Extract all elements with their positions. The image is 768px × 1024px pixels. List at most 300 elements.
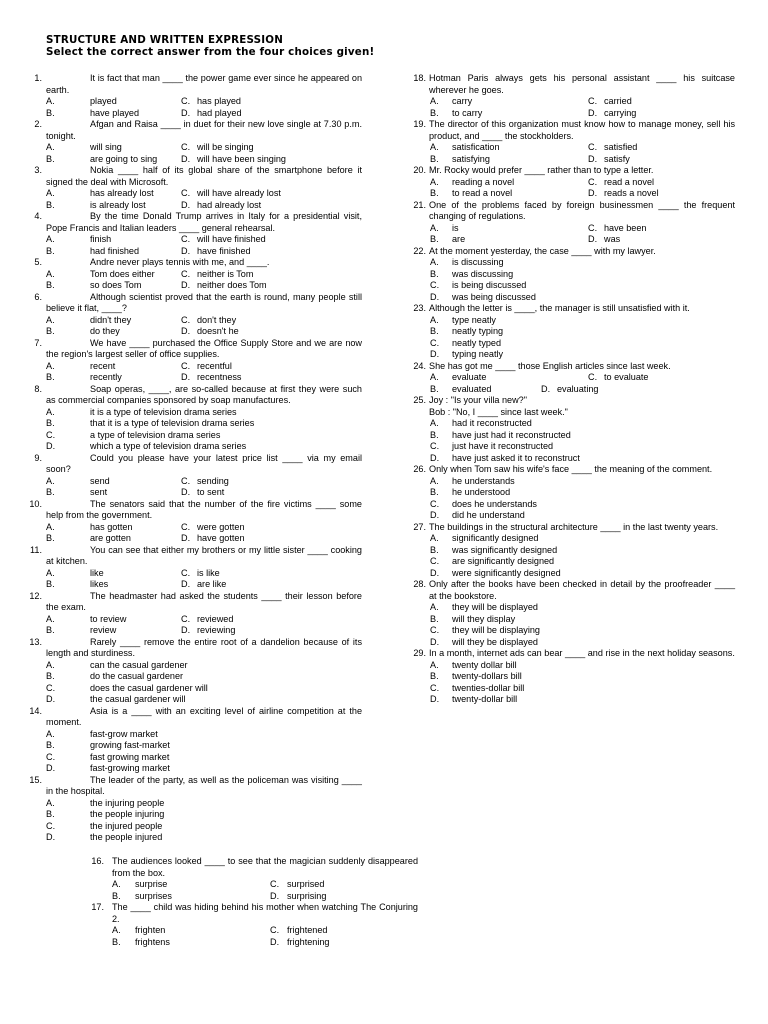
question-number: 13. [29, 636, 42, 647]
option-letter: A. [430, 222, 439, 233]
option-text: evaluating [557, 383, 599, 394]
option-letter: B. [430, 487, 439, 497]
option-letter: A. [46, 728, 55, 739]
option-row [402, 269, 735, 281]
option-letter: A. [430, 176, 439, 187]
option-text: a type of television drama series [90, 429, 221, 440]
option-text: are like [197, 579, 227, 589]
option-letter: A. [430, 142, 439, 152]
option-letter: C. [588, 96, 598, 106]
option-row [18, 522, 362, 534]
option-text: don't they [197, 314, 237, 325]
option-text: carrying [604, 107, 637, 118]
option-text: neatly typed [452, 337, 502, 348]
option-text: to carry [452, 107, 483, 118]
option-row [18, 246, 362, 258]
option-row [402, 694, 735, 706]
option-text: surprise [135, 879, 168, 889]
question-number: 3. [34, 165, 42, 175]
option-letter: D. [270, 890, 280, 901]
option-row [18, 430, 362, 442]
option-letter: D. [541, 383, 551, 394]
question-2 [18, 119, 362, 165]
option-row [18, 579, 362, 591]
question-text: Although the letter is ____, the manager is still unsatisfied with it. [429, 303, 690, 313]
option-text: is like [197, 567, 220, 578]
question-text: At the moment yesterday, the case ____ with my lawyer. [429, 245, 656, 256]
option-letter: C. [588, 222, 598, 233]
option-letter: D. [46, 694, 56, 704]
question-number: 2. [34, 119, 42, 129]
option-row [18, 269, 362, 281]
option-row [18, 671, 362, 683]
option-text: will be singing [197, 142, 254, 152]
option-row [18, 315, 362, 327]
option-letter: B. [46, 487, 55, 497]
option-text: can the casual gardener [90, 659, 188, 670]
option-row [402, 453, 735, 465]
option-text: was being discussed [452, 291, 536, 302]
option-text: send [90, 475, 110, 486]
option-row [18, 487, 362, 499]
option-letter: B. [46, 245, 55, 256]
option-letter: A. [46, 314, 55, 325]
option-letter: B. [430, 326, 439, 336]
question-13 [18, 637, 362, 706]
question-number: 29. [413, 648, 426, 658]
option-text: have just had it reconstructed [452, 429, 571, 440]
option-row [402, 499, 735, 511]
question-number: 21. [413, 199, 426, 210]
option-text: twenty-dollar bill [452, 694, 518, 704]
option-letter: D. [181, 245, 191, 256]
option-text: the injuring people [90, 797, 165, 808]
option-row [18, 533, 362, 545]
option-letter: D. [181, 372, 191, 382]
option-text: sending [197, 475, 229, 486]
option-text: had played [197, 107, 242, 118]
option-letter: D. [270, 936, 280, 947]
question-20 [402, 165, 735, 200]
option-letter: B. [46, 199, 55, 210]
question-text: She has got me ____ those English articles since last week. [429, 360, 671, 371]
option-letter: A. [430, 372, 439, 382]
option-text: evaluated [452, 383, 492, 394]
question-4 [18, 211, 362, 257]
question-text: Only when Tom saw his wife's face ____ the meaning of the comment. [429, 464, 713, 474]
question-number: 16. [91, 856, 104, 866]
option-row [402, 338, 735, 350]
question-18 [402, 73, 735, 119]
question-22 [402, 246, 735, 304]
option-letter: C. [270, 925, 280, 935]
option-text: is already lost [90, 199, 146, 210]
option-text: likes [90, 579, 109, 589]
option-text: so does Tom [90, 280, 142, 290]
option-row [402, 177, 735, 189]
option-letter: B. [430, 188, 439, 198]
option-text: twenties-dollar bill [452, 682, 525, 693]
option-text: they will be displayed [452, 602, 538, 612]
option-text: it is a type of television drama series [90, 406, 237, 417]
option-letter: C. [181, 188, 191, 198]
option-text: has already lost [90, 188, 154, 198]
option-letter: B. [46, 809, 55, 819]
option-text: frightened [287, 925, 328, 935]
option-text: satisfied [604, 142, 638, 152]
option-letter: C. [181, 567, 191, 578]
option-text: just have it reconstructed [452, 441, 554, 451]
option-text: has gotten [90, 521, 133, 532]
question-17 [80, 902, 418, 948]
option-letter: C. [430, 556, 440, 566]
option-text: twenty dollar bill [452, 659, 517, 670]
question-number: 25. [413, 395, 426, 405]
question-number: 5. [34, 257, 42, 267]
option-row [18, 441, 362, 453]
option-text: will have been singing [197, 153, 286, 164]
option-row [18, 625, 362, 637]
question-15 [18, 775, 362, 844]
option-letter: D. [588, 234, 598, 244]
option-letter: A. [430, 314, 439, 325]
option-text: surprises [135, 890, 172, 901]
option-text: recentness [197, 372, 242, 382]
option-letter: D. [430, 694, 440, 704]
option-row [18, 372, 362, 384]
option-text: frightens [135, 936, 170, 947]
option-text: is discussing [452, 257, 504, 267]
option-row [18, 694, 362, 706]
option-text: are significantly designed [452, 556, 555, 566]
question-19 [402, 119, 735, 165]
option-letter: A. [430, 418, 439, 428]
option-text: which a type of television drama series [90, 441, 247, 451]
option-letter: B. [430, 107, 439, 118]
option-text: reads a novel [604, 188, 659, 198]
option-text: fast-growing market [90, 763, 170, 773]
option-text: reviewing [197, 625, 236, 635]
question-number: 8. [34, 383, 42, 394]
option-text: is being discussed [452, 280, 527, 290]
question-dialog-line: Bob : "No, I ____ since last week." [429, 406, 568, 417]
option-letter: A. [430, 475, 439, 486]
option-text: neither is Tom [197, 268, 254, 279]
question-number: 20. [413, 165, 426, 175]
question-text: The headmaster had asked the students ____ their lesson before the exam. [46, 590, 362, 612]
option-letter: B. [46, 326, 55, 336]
option-text: he understands [452, 475, 515, 486]
option-text: growing fast-market [90, 740, 170, 750]
option-text: have finished [197, 245, 251, 256]
question-26 [402, 464, 735, 522]
option-letter: C. [588, 176, 598, 187]
option-letter: D. [46, 832, 56, 842]
question-text: In a month, internet ads can bear ____ and rise in the next holiday seasons. [429, 648, 735, 658]
option-text: does he understands [452, 498, 537, 509]
option-row [402, 257, 735, 269]
option-text: have played [90, 107, 140, 118]
question-number: 15. [29, 774, 42, 785]
option-row [18, 568, 362, 580]
option-row [18, 361, 362, 373]
option-row [18, 740, 362, 752]
option-text: will sing [90, 142, 122, 152]
question-text: Soap operas, ____, are so-called because at first they were such as commercial companies sponsored by soap manufactures. [46, 383, 362, 405]
option-text: reading a novel [452, 176, 515, 187]
option-letter: D. [181, 487, 191, 497]
option-letter: B. [430, 544, 439, 555]
option-row [402, 614, 735, 626]
option-text: typing neatly [452, 349, 504, 359]
question-text: You can see that either my brothers or my little sister ____ cooking at kitchen. [46, 544, 362, 566]
option-letter: C. [430, 337, 440, 348]
question-number: 18. [413, 73, 426, 83]
question-12 [18, 591, 362, 637]
option-text: are [452, 234, 466, 244]
question-number: 4. [34, 211, 42, 221]
option-letter: B. [46, 153, 55, 164]
option-letter: C. [588, 142, 598, 152]
option-row [18, 326, 362, 338]
option-letter: D. [181, 199, 191, 210]
question-number: 28. [413, 579, 426, 589]
option-row [402, 280, 735, 292]
option-row [402, 430, 735, 442]
option-text: have gotten [197, 533, 245, 543]
option-letter: A. [46, 142, 55, 152]
option-text: satisfy [604, 153, 630, 164]
question-10 [18, 499, 362, 545]
option-row [18, 832, 362, 844]
option-row [402, 326, 735, 338]
question-21 [402, 200, 735, 246]
option-text: had already lost [197, 199, 262, 210]
option-row [402, 510, 735, 522]
question-number: 19. [413, 119, 426, 129]
option-letter: C. [46, 751, 56, 762]
question-text: Andre never plays tennis with me, and ____. [90, 257, 270, 267]
question-text: The director of this organization must know how to manage money, sell his product, and ____ the stockholders. [429, 119, 735, 141]
option-text: he understood [452, 487, 511, 497]
question-text: Only after the books have been checked in detail by the proofreader ____ at the bookstore. [429, 579, 735, 601]
option-text: neatly typing [452, 326, 504, 336]
question-1 [18, 73, 362, 119]
option-row [18, 142, 362, 154]
question-29 [402, 648, 735, 706]
option-row [402, 568, 735, 580]
option-text: type neatly [452, 314, 496, 325]
option-text: were significantly designed [452, 567, 561, 578]
option-text: were gotten [197, 521, 245, 532]
option-row [18, 809, 362, 821]
option-row [18, 234, 362, 246]
question-23 [402, 303, 735, 361]
right-column [402, 73, 735, 706]
option-row [402, 545, 735, 557]
option-text: recently [90, 372, 122, 382]
option-letter: B. [46, 625, 55, 635]
option-row [402, 602, 735, 614]
option-letter: D. [181, 153, 191, 164]
option-letter: D. [181, 280, 191, 290]
option-letter: D. [181, 107, 191, 118]
option-text: had it reconstructed [452, 418, 532, 428]
question-9 [18, 453, 362, 499]
option-letter: C. [181, 613, 191, 624]
option-letter: C. [430, 682, 440, 693]
option-letter: B. [46, 671, 55, 681]
option-row [18, 798, 362, 810]
option-row [402, 625, 735, 637]
option-row [402, 476, 735, 488]
option-letter: B. [46, 418, 55, 428]
option-text: fast-grow market [90, 728, 158, 739]
option-text: that it is a type of television drama series [90, 418, 255, 428]
option-letter: C. [181, 96, 191, 106]
option-letter: D. [588, 153, 598, 164]
option-letter: A. [46, 406, 55, 417]
option-letter: B. [430, 268, 439, 279]
option-text: the people injured [90, 832, 163, 842]
option-text: surprised [287, 879, 325, 889]
question-text: We have ____ purchased the Office Supply Store and we are now the region's largest seller of office supplies. [46, 337, 362, 359]
question-number: 11. [30, 544, 42, 555]
option-row [18, 683, 362, 695]
option-letter: C. [181, 360, 191, 371]
question-28 [402, 579, 735, 648]
option-text: finish [90, 234, 112, 244]
option-text: to sent [197, 487, 225, 497]
option-letter: A. [430, 602, 439, 612]
option-text: sent [90, 487, 108, 497]
option-row [80, 925, 418, 937]
option-letter: C. [46, 820, 56, 831]
option-letter: A. [46, 188, 55, 198]
option-text: they will be displaying [452, 625, 540, 635]
option-text: surprising [287, 890, 327, 901]
option-row [80, 891, 418, 903]
question-16 [80, 856, 418, 902]
question-text: By the time Donald Trump arrives in Italy for a presidential visit, Pope Francis and Italian leaders ____ general rehearsal. [46, 211, 362, 233]
option-text: will they display [452, 613, 516, 624]
question-8 [18, 384, 362, 453]
option-letter: A. [430, 257, 439, 267]
option-row [18, 200, 362, 212]
option-text: didn't they [90, 314, 132, 325]
option-text: significantly designed [452, 533, 539, 543]
option-text: frightening [287, 936, 330, 947]
option-letter: B. [46, 740, 55, 750]
option-text: the people injuring [90, 809, 165, 819]
left-column [18, 73, 362, 844]
option-text: does the casual gardener will [90, 682, 208, 693]
option-text: are gotten [90, 533, 131, 543]
option-letter: A. [46, 521, 55, 532]
option-letter: D. [430, 452, 440, 463]
question-text: The leader of the party, as well as the policeman was visiting ____ in the hospital. [46, 774, 362, 796]
option-text: fast growing market [90, 751, 170, 762]
option-row [18, 752, 362, 764]
option-row [402, 384, 735, 396]
option-text: will have already lost [197, 188, 281, 198]
option-text: satisfication [452, 142, 500, 152]
question-number: 17. [91, 902, 104, 912]
option-row [402, 418, 735, 430]
option-text: read a novel [604, 176, 655, 187]
question-text: Could you please have your latest price list ____ via my email soon? [46, 452, 362, 474]
option-row [402, 533, 735, 545]
option-text: frighten [135, 925, 166, 935]
option-letter: C. [46, 429, 56, 440]
option-row [18, 154, 362, 166]
option-row [402, 223, 735, 235]
option-text: doesn't he [197, 326, 239, 336]
option-letter: C. [181, 314, 191, 325]
option-row [402, 671, 735, 683]
option-letter: D. [46, 441, 56, 451]
option-letter: C. [181, 521, 191, 532]
option-letter: D. [181, 625, 191, 635]
option-letter: A. [46, 268, 55, 279]
question-number: 26. [413, 464, 426, 474]
page-title: STRUCTURE AND WRITTEN EXPRESSION [46, 34, 284, 46]
question-25 [402, 395, 735, 464]
question-number: 9. [34, 452, 42, 463]
option-letter: D. [430, 567, 440, 578]
option-letter: B. [46, 533, 55, 543]
question-number: 23. [413, 303, 426, 313]
question-5 [18, 257, 362, 292]
option-text: did he understand [452, 510, 525, 520]
question-27 [402, 522, 735, 580]
bottom-column [80, 856, 418, 948]
option-row [18, 418, 362, 430]
question-text: The senators said that the number of the fire victims ____ some help from the government. [46, 498, 362, 520]
option-letter: A. [46, 475, 55, 486]
option-text: do they [90, 326, 120, 336]
option-letter: B. [46, 107, 55, 118]
option-row [402, 349, 735, 361]
option-text: have just asked it to reconstruct [452, 452, 580, 463]
option-row [18, 96, 362, 108]
question-24 [402, 361, 735, 396]
option-row [402, 234, 735, 246]
option-text: had finished [90, 245, 140, 256]
option-letter: A. [430, 96, 439, 106]
option-letter: D. [430, 510, 440, 520]
option-row [402, 108, 735, 120]
question-text: The ____ child was hiding behind his mother when watching The Conjuring 2. [112, 902, 418, 924]
option-letter: C. [181, 475, 191, 486]
question-text: Mr. Rocky would prefer ____ rather than to type a letter. [429, 165, 654, 175]
option-letter: D. [181, 579, 191, 589]
question-3 [18, 165, 362, 211]
option-row [18, 476, 362, 488]
question-6 [18, 292, 362, 338]
question-text: Although scientist proved that the earth is round, many people still believe it flat, ____? [46, 291, 362, 313]
option-text: neither does Tom [197, 280, 267, 290]
option-row [18, 407, 362, 419]
option-letter: C. [181, 268, 191, 279]
question-number: 14. [29, 705, 42, 716]
option-letter: A. [46, 234, 55, 244]
option-row [18, 729, 362, 741]
option-text: played [90, 96, 117, 106]
option-letter: A. [112, 879, 121, 889]
option-letter: D. [430, 636, 440, 647]
option-letter: D. [430, 291, 440, 302]
